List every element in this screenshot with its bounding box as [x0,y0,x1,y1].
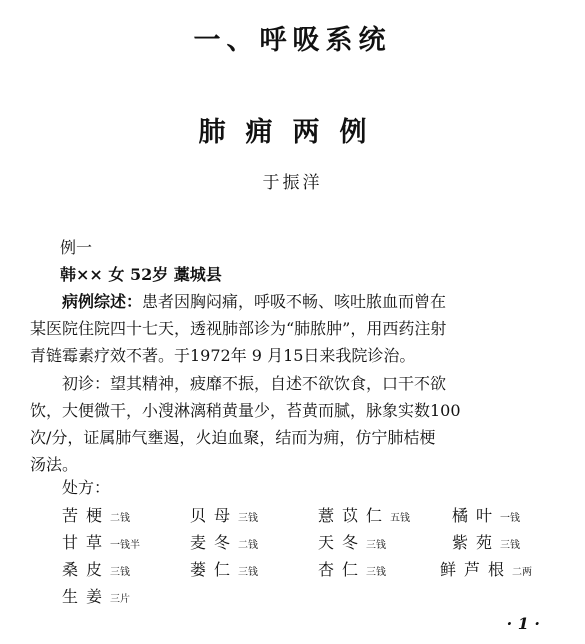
herb-item [318,503,410,526]
herb-name: 甘草 [62,533,111,552]
herb-item [62,557,130,580]
herb-item [318,557,386,580]
herb-dose: 二钱 [238,540,259,551]
herb-item [440,557,532,580]
summary-line-1 [62,289,446,312]
patient-info: 韩×× 女 52岁 藁城县 [60,265,222,284]
herb-dose: 三片 [110,594,131,605]
herb-item [62,503,130,526]
herb-dose: 一钱 [500,513,521,524]
herb-name: 薏苡仁 [318,506,391,525]
herb-item [452,503,520,526]
first-visit-line-1: 初诊：望其精神，疲靡不振，自述不欲饮食，口干不欲 [62,374,447,393]
herb-item [190,503,258,526]
summary-line-3: 青链霉素疗效不著。于1972年 9 月15日来我院诊治。 [30,346,416,365]
herb-name: 天冬 [318,533,367,552]
first-visit-line-3: 次/分，证属肺气壅遏，火迫血聚，结而为痈，仿宁肺桔梗 [30,428,436,447]
section-title: 一、呼吸系统 [193,25,392,56]
herb-item [190,557,258,580]
summary-text-1: 患者因胸闷痛，呼吸不畅、咳吐脓血而曾在 [142,292,447,311]
summary-line-2: 某医院住院四十七天，透视肺部诊为“肺脓肿”，用西药注射 [30,319,447,338]
herb-name: 紫苑 [452,533,501,552]
prescription-label: 处方： [62,478,111,497]
herb-item [62,530,140,553]
herb-name: 橘叶 [452,506,501,525]
case-label: 例一 [60,238,93,257]
herb-name: 桑皮 [62,560,111,579]
herb-dose: 三钱 [500,540,521,551]
herb-name: 麦冬 [190,533,239,552]
summary-label: 病例综述： [62,292,143,311]
herb-dose: 二两 [512,567,533,578]
herb-dose: 二钱 [110,513,131,524]
herb-dose: 五钱 [390,513,411,524]
herb-item [62,584,130,607]
herb-name: 苦梗 [62,506,111,525]
first-visit-line-4: 汤法。 [30,455,79,474]
first-visit-line-2: 饮，大便微干，小溲淋漓稍黄量少，苔黄而腻，脉象实数100 [30,401,461,420]
herb-name: 杏仁 [318,560,367,579]
herb-dose: 三钱 [238,567,259,578]
herb-name: 生姜 [62,587,111,606]
herb-item [190,530,258,553]
herb-name: 鲜芦根 [440,560,513,579]
herb-item [318,530,386,553]
herb-dose: 三钱 [366,540,387,551]
herb-dose: 三钱 [238,513,259,524]
herb-dose: 三钱 [110,567,131,578]
herb-name: 蒌仁 [190,560,239,579]
herb-dose: 三钱 [366,567,387,578]
herb-dose: 一钱半 [110,540,141,551]
herb-item [452,530,520,553]
page-number: · 1 · [506,614,540,633]
author: 于振洋 [262,173,323,193]
herb-name: 贝母 [190,506,239,525]
article-title: 肺痈两例 [198,117,387,148]
